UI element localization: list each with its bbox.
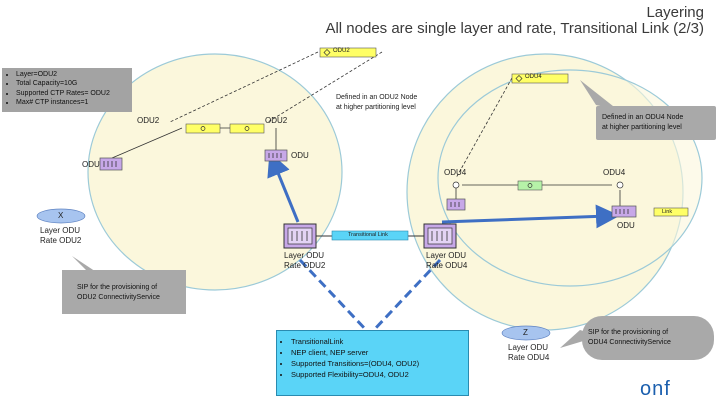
onf-logo: onf <box>640 378 671 400</box>
x-marker-label: X <box>58 211 64 220</box>
detail-item: • NEP client, NEP server <box>291 348 468 359</box>
odu4-node-callout <box>596 106 716 140</box>
mid-left-line2: Rate ODU2 <box>284 261 326 270</box>
mid-right-line1: Layer ODU <box>426 251 467 260</box>
port-icon <box>453 182 459 188</box>
z-layer-line2: Rate ODU4 <box>508 353 550 362</box>
transitional-link-details <box>276 330 469 396</box>
sip-odu2-callout <box>62 270 186 314</box>
odu-right-label: ODU <box>617 221 635 230</box>
property-item: • Total Capacity=10G <box>16 79 132 88</box>
detail-item: • TransitionalLink <box>291 337 468 348</box>
sip-odu4-line1: SIP for the provisioning of <box>588 329 669 336</box>
odu4-top-label: ODU4 <box>525 74 542 80</box>
odu2-left-label: ODU2 <box>137 116 160 125</box>
port-icon <box>617 182 623 188</box>
odu4-domain-ellipse-right <box>438 70 702 286</box>
odu4-mid-label: ODU4 <box>444 168 467 177</box>
property-item: • Max# CTP instances=1 <box>16 98 132 107</box>
odu2-node-note-line1: Defined in an ODU2 Node <box>336 94 418 101</box>
odu2-endpoint-stack <box>284 224 316 248</box>
odu2-port-box <box>186 124 220 133</box>
mid-right-line2: Rate ODU4 <box>426 261 468 270</box>
z-layer-line1: Layer ODU <box>508 343 549 352</box>
blue-dashed-line <box>372 260 440 332</box>
odu-node-left <box>100 158 122 170</box>
property-item: • Supported CTP Rates= ODU2 <box>16 89 132 98</box>
link-label: Link <box>662 209 673 215</box>
odu4-endpoint-stack <box>424 224 456 248</box>
odu2-top-label: ODU2 <box>333 48 350 54</box>
odu2-right-label: ODU2 <box>265 116 288 125</box>
odu4-right-label: ODU4 <box>603 168 626 177</box>
mid-left-line1: Layer ODU <box>284 251 325 260</box>
odu2-node-note-line2: at higher partitioning level <box>336 104 416 111</box>
title-line1: Layering <box>646 4 704 21</box>
sip-odu4-callout <box>582 316 714 360</box>
odu2-properties-box <box>2 68 132 112</box>
sip-odu2-line2: ODU2 ConnectivityService <box>77 294 160 301</box>
odu4-node-note-line1: Defined in an ODU4 Node <box>602 114 684 121</box>
blue-dashed-line <box>300 260 368 332</box>
odu4-node <box>447 199 465 210</box>
property-item: • Layer=ODU2 <box>16 70 132 79</box>
odu4-port-box <box>518 181 542 190</box>
sip-odu4-line2: ODU4 ConnectivityService <box>588 339 671 346</box>
transitional-link-label: Transitional Link <box>348 232 388 238</box>
odu2-port-box <box>230 124 264 133</box>
odu4-node-note-line2: at higher partitioning level <box>602 124 682 131</box>
detail-item: • Supported Transitions=(ODU4, ODU2) <box>291 359 468 370</box>
page-title: All nodes are single layer and rate, Transitional Link (2/3) <box>325 20 704 37</box>
odu-mid-label: ODU <box>291 151 309 160</box>
sip-odu2-line1: SIP for the provisioning of <box>77 284 158 291</box>
z-marker-label: Z <box>523 328 528 337</box>
detail-item: • Supported Flexibility=ODU4, ODU2 <box>291 370 468 381</box>
odu-node-mid <box>265 150 287 161</box>
odu-node-right <box>612 206 636 217</box>
x-layer-line2: Rate ODU2 <box>40 236 82 245</box>
odu-left-label: ODU <box>82 160 100 169</box>
x-layer-line1: Layer ODU <box>40 226 81 235</box>
